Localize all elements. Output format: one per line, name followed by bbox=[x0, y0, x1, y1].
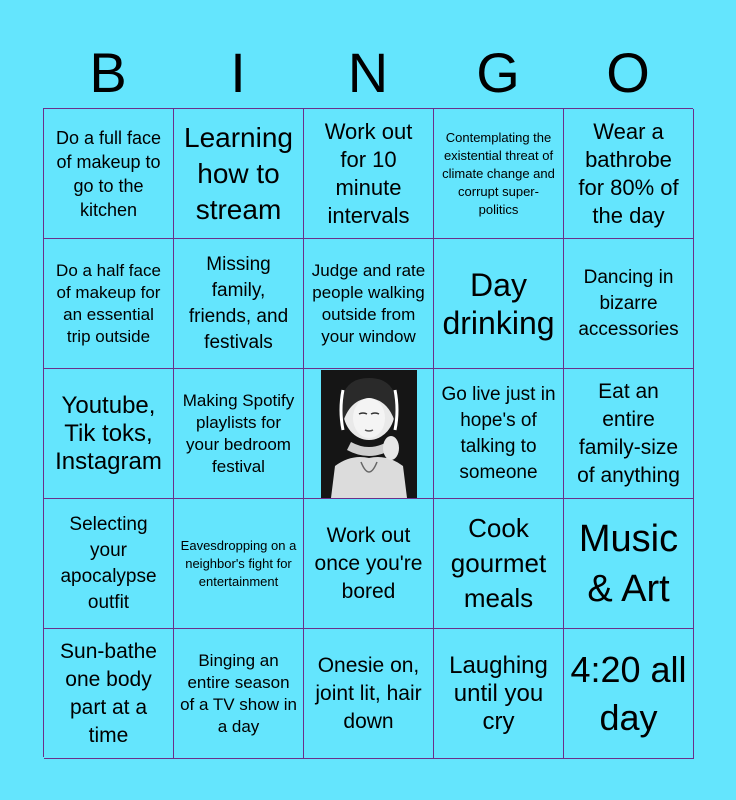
cell-text: Sun-bathe one body part at a time bbox=[60, 639, 157, 747]
header-letter-i: I bbox=[230, 41, 246, 104]
cell-text: Go live just in hope's of talking to someone bbox=[441, 383, 556, 483]
cell-text: Cook gourmet meals bbox=[450, 513, 547, 613]
bingo-cell[interactable] bbox=[434, 239, 564, 369]
cell-text: Day drinking bbox=[442, 266, 555, 341]
bingo-cell[interactable] bbox=[44, 109, 174, 239]
bingo-cell[interactable] bbox=[434, 629, 564, 759]
bingo-cell[interactable] bbox=[434, 369, 564, 499]
header-letter-o: O bbox=[606, 41, 650, 104]
bingo-header bbox=[43, 38, 693, 108]
bingo-cell[interactable] bbox=[304, 109, 434, 239]
cell-text: Laughing until you cry bbox=[449, 651, 548, 735]
bingo-cell[interactable] bbox=[44, 369, 174, 499]
cell-text: Do a half face of makeup for an essential trip outside bbox=[56, 260, 161, 346]
portrait-photo bbox=[321, 370, 417, 498]
bingo-cell[interactable] bbox=[564, 109, 694, 239]
bingo-cell[interactable] bbox=[564, 369, 694, 499]
bingo-cell[interactable] bbox=[174, 629, 304, 759]
bingo-cell[interactable] bbox=[44, 239, 174, 369]
cell-text: Binging an entire season of a TV show in a day bbox=[180, 650, 297, 736]
free-space-cell[interactable] bbox=[304, 369, 434, 499]
cell-text: Onesie on, joint lit, hair down bbox=[315, 653, 422, 733]
cell-text: 4:20 all day bbox=[570, 648, 687, 738]
cell-text: Contemplating the existential threat of climate change and corrupt super-politics bbox=[442, 129, 555, 217]
portrait-illustration bbox=[321, 370, 417, 498]
header-letter-n: N bbox=[347, 41, 389, 104]
cell-text: Youtube, Tik toks, Instagram bbox=[55, 391, 162, 475]
bingo-cell[interactable] bbox=[304, 629, 434, 759]
cell-text: Do a full face of makeup to go to the kitchen bbox=[55, 127, 162, 220]
cell-text: Wear a bathrobe for 80% of the day bbox=[578, 118, 679, 228]
cell-text: Missing family, friends, and festivals bbox=[188, 253, 289, 353]
bingo-card bbox=[43, 108, 693, 757]
cell-text: Eat an entire family-size of anything bbox=[577, 379, 680, 487]
bingo-cell[interactable] bbox=[564, 239, 694, 369]
bingo-cell[interactable] bbox=[174, 109, 304, 239]
bingo-cell[interactable] bbox=[564, 499, 694, 629]
cell-text: Work out for 10 minute intervals bbox=[324, 118, 413, 228]
cell-text: Learning how to stream bbox=[184, 121, 293, 225]
bingo-cell[interactable] bbox=[434, 499, 564, 629]
cell-text: Work out once you're bored bbox=[314, 523, 423, 603]
bingo-cell[interactable] bbox=[304, 239, 434, 369]
bingo-cell[interactable] bbox=[44, 499, 174, 629]
bingo-cell[interactable] bbox=[564, 629, 694, 759]
cell-text: Selecting your apocalypse outfit bbox=[60, 513, 157, 613]
bingo-cell[interactable] bbox=[44, 629, 174, 759]
bingo-cell[interactable] bbox=[174, 369, 304, 499]
header-letter-g: G bbox=[476, 41, 520, 104]
bingo-cell[interactable] bbox=[434, 109, 564, 239]
bingo-cell[interactable] bbox=[174, 499, 304, 629]
cell-text: Dancing in bizarre accessories bbox=[578, 266, 679, 340]
bingo-cell[interactable] bbox=[174, 239, 304, 369]
cell-text: Music & Art bbox=[578, 517, 679, 610]
header-letter-b: B bbox=[89, 41, 127, 104]
cell-text: Eavesdropping on a neighbor's fight for entertainment bbox=[180, 537, 297, 589]
cell-text: Judge and rate people walking outside from your window bbox=[311, 260, 426, 346]
bingo-cell[interactable] bbox=[304, 499, 434, 629]
cell-text: Making Spotify playlists for your bedroom festival bbox=[182, 390, 295, 476]
